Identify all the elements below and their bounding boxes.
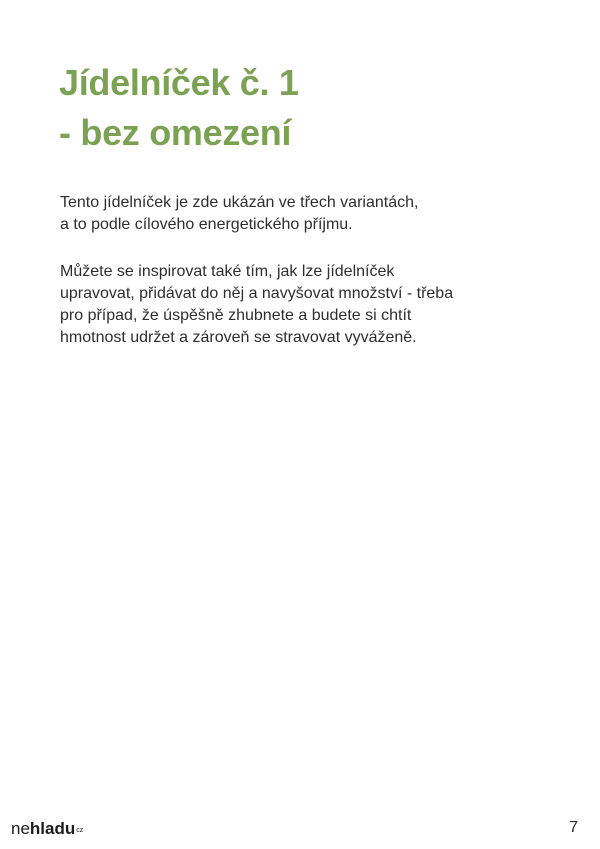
page-title — [59, 58, 299, 158]
body-line-1: Můžete se inspirovat také tím, jak lze jídelníček — [60, 263, 395, 280]
logo-domain-mark: cz — [76, 827, 84, 834]
body-line-2: upravovat, přidávat do něj a navyšovat množství - třeba — [60, 285, 454, 302]
logo-word: hladu — [29, 819, 76, 838]
body-line-3: pro případ, že úspěšně zhubnete a budete si chtít — [60, 307, 412, 324]
brand-logo — [11, 819, 83, 839]
body-paragraph — [60, 261, 453, 349]
logo-prefix: ne — [11, 819, 30, 838]
page-title-line-1: Jídelníček č. 1 — [59, 62, 299, 103]
body-line-4: hmotnost udržet a zároveň se stravovat vyváženě. — [60, 329, 417, 346]
intro-paragraph — [60, 192, 418, 236]
intro-line-1: Tento jídelníček je zde ukázán ve třech variantách, — [60, 194, 419, 211]
intro-line-2: a to podle cílového energetického příjmu. — [60, 216, 353, 233]
page-title-line-2: - bez omezení — [59, 112, 292, 153]
page-number: 7 — [569, 819, 578, 836]
